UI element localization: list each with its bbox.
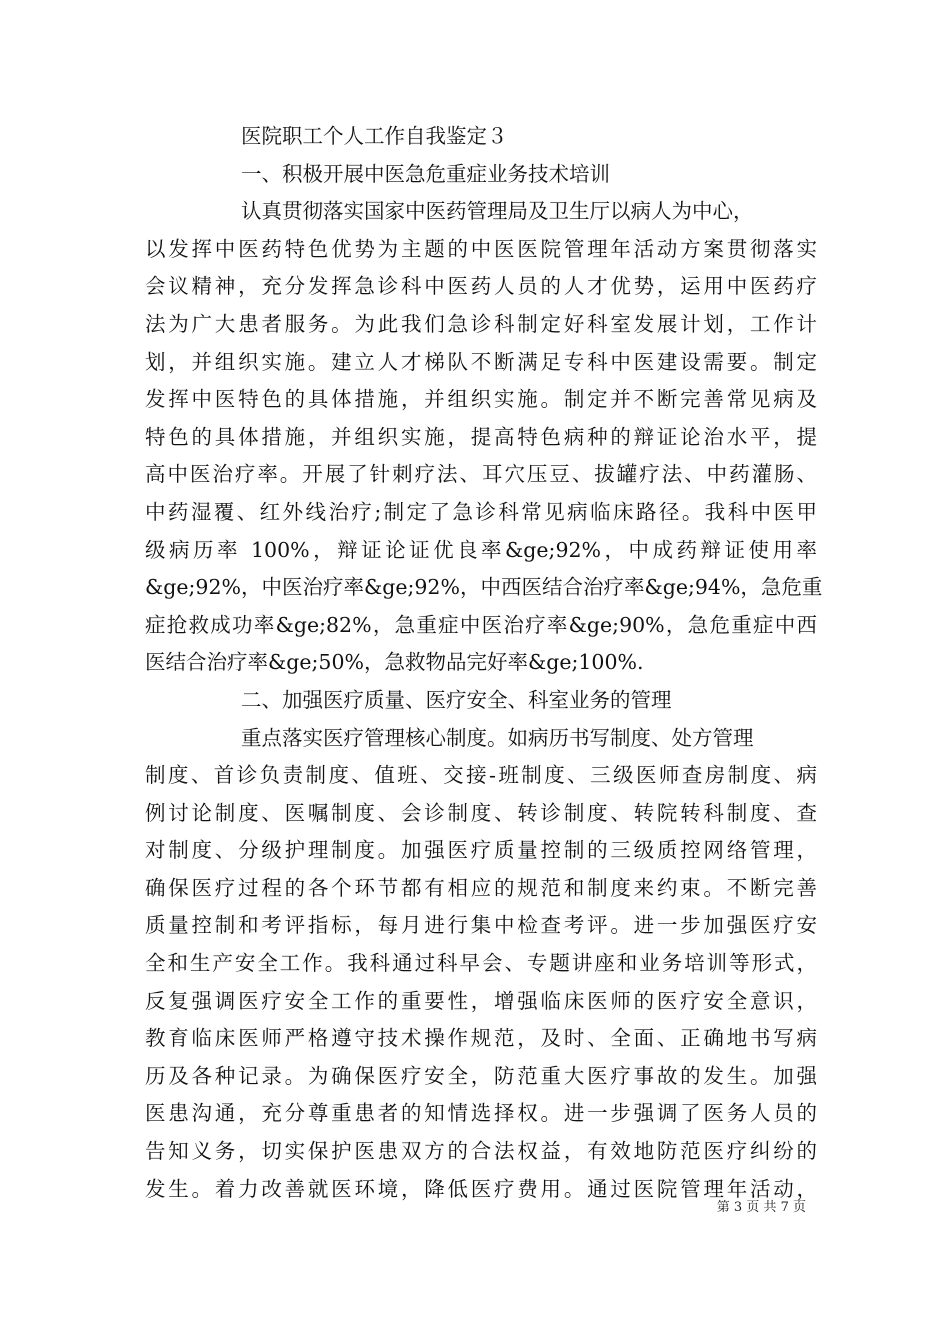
paragraph-line: 质量控制和考评指标，每月进行集中检查考评。进一步加强医疗安 xyxy=(145,913,817,938)
paragraph-line: 发挥中医特色的具体措施，并组织实施。制定并不断完善常见病及 xyxy=(145,387,817,412)
paragraph-line: 全和生产安全工作。我科通过科早会、专题讲座和业务培训等形式， xyxy=(145,951,817,976)
paragraph-line: 确保医疗过程的各个环节都有相应的规范和制度来约束。不断完善 xyxy=(145,875,817,900)
page-number: 第 3 页 共 7 页 xyxy=(716,1200,806,1215)
paragraph-line: &ge;92%，中医治疗率&ge;92%，中西医结合治疗率&ge;94%，急危重 xyxy=(145,575,823,600)
paragraph-line: 教育临床医师严格遵守技术操作规范，及时、全面、正确地书写病 xyxy=(145,1026,817,1051)
paragraph-line: 告知义务，切实保护医患双方的合法权益，有效地防范医疗纠纷的 xyxy=(145,1139,817,1164)
paragraph-line: 认真贯彻落实国家中医药管理局及卫生厅以病人为中心， xyxy=(241,199,754,224)
paragraph-line: 特色的具体措施，并组织实施，提高特色病种的辩证论治水平，提 xyxy=(145,424,817,449)
paragraph-line: 症抢救成功率&ge;82%，急重症中医治疗率&ge;90%，急危重症中西 xyxy=(145,612,817,637)
paragraph-line: 制度、首诊负责制度、值班、交接-班制度、三级医师查房制度、病 xyxy=(145,763,817,788)
paragraph-line: 高中医治疗率。开展了针刺疗法、耳穴压豆、拔罐疗法、中药灌肠、 xyxy=(145,462,817,487)
paragraph-line: 划，并组织实施。建立人才梯队不断满足专科中医建设需要。制定 xyxy=(145,349,817,374)
paragraph-line: 历及各种记录。为确保医疗安全，防范重大医疗事故的发生。加强 xyxy=(145,1063,817,1088)
section-2-heading: 二、加强医疗质量、医疗安全、科室业务的管理 xyxy=(241,687,672,712)
paragraph-line: 例讨论制度、医嘱制度、会诊制度、转诊制度、转院转科制度、查 xyxy=(145,800,817,825)
paragraph-line: 医结合治疗率&ge;50%，急救物品完好率&ge;100%. xyxy=(145,650,644,675)
paragraph-line: 对制度、分级护理制度。加强医疗质量控制的三级质控网络管理， xyxy=(145,838,817,863)
document-title: 医院职工个人工作自我鉴定３ xyxy=(241,124,508,148)
paragraph-line: 医患沟通，充分尊重患者的知情选择权。进一步强调了医务人员的 xyxy=(145,1101,817,1126)
paragraph-line: 中药湿覆、红外线治疗;制定了急诊科常见病临床路径。我科中医甲 xyxy=(145,499,817,524)
paragraph-line: 反复强调医疗安全工作的重要性，增强临床医师的医疗安全意识， xyxy=(145,988,817,1013)
paragraph-line: 发生。着力改善就医环境，降低医疗费用。通过医院管理年活动， xyxy=(145,1176,817,1201)
paragraph-line: 法为广大患者服务。为此我们急诊科制定好科室发展计划，工作计 xyxy=(145,311,817,336)
paragraph-line: 级病历率 100%，辩证论证优良率&ge;92%，中成药辩证使用率 xyxy=(145,537,817,562)
paragraph-line: 重点落实医疗管理核心制度。如病历书写制度、处方管理 xyxy=(241,725,754,750)
paragraph-line: 会议精神，充分发挥急诊科中医药人员的人才优势，运用中医药疗 xyxy=(145,274,817,299)
paragraph-line: 以发挥中医药特色优势为主题的中医医院管理年活动方案贯彻落实 xyxy=(145,236,817,261)
document-body xyxy=(145,118,823,1208)
section-1-heading: 一、积极开展中医急危重症业务技术培训 xyxy=(241,161,610,186)
